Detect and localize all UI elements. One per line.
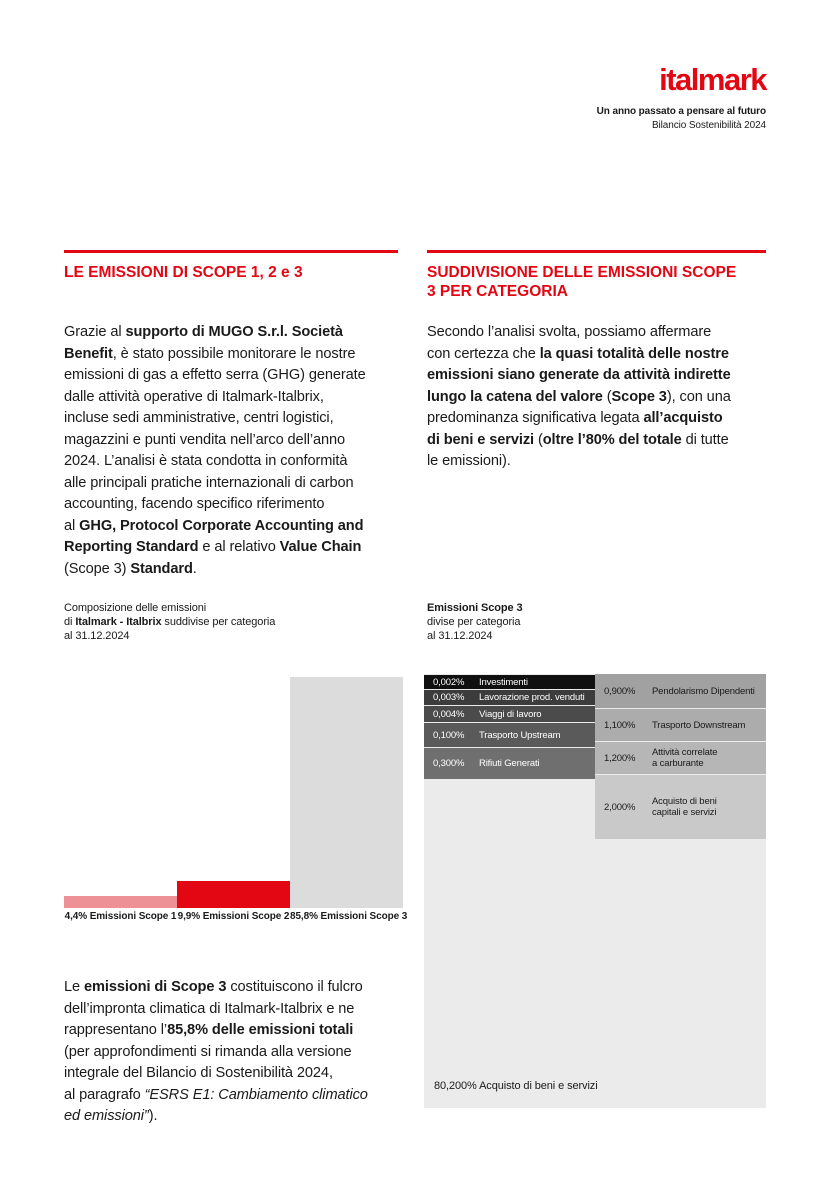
text-segment: LE EMISSIONI DI SCOPE 1, 2 e 3: [64, 264, 303, 281]
text-line: [64, 1020, 434, 1042]
bar-label-1: 4,4% Emissioni Scope 1: [64, 911, 177, 922]
text-segment: .: [192, 560, 197, 577]
text-segment: “ESRS E1: Cambiamento climatico: [144, 1086, 368, 1103]
text-segment: al: [64, 517, 80, 534]
text-segment: di beni e servizi: [427, 431, 534, 448]
text-line: [64, 537, 404, 559]
treemap-block: [424, 706, 595, 722]
text-line: [64, 408, 404, 430]
treemap-left-stack: [424, 675, 595, 780]
text-segment: supporto di MUGO S.r.l. Società: [125, 324, 343, 340]
text-line: [64, 1106, 434, 1128]
text-line: [64, 516, 404, 538]
text-line: [427, 615, 523, 629]
text-segment: Le: [64, 979, 84, 995]
treemap-block-value: 1,100%: [604, 719, 636, 731]
treemap-block-label: Trasporto Upstream: [479, 729, 561, 741]
text-line: [64, 473, 404, 495]
text-line: [64, 615, 275, 629]
text-line: [64, 999, 434, 1021]
bar-1: [64, 896, 177, 908]
text-line: [64, 387, 404, 409]
right-section-paragraph: [427, 322, 772, 473]
treemap-block-value: 0,003%: [433, 692, 465, 703]
text-segment: Scope 3: [611, 388, 667, 405]
text-line: [427, 451, 772, 473]
text-segment: Reporting Standard: [64, 539, 199, 555]
text-line: [427, 430, 772, 452]
text-line: [64, 451, 404, 473]
text-segment: Standard: [130, 560, 193, 577]
text-segment: oltre l’80% del totale: [542, 431, 682, 448]
text-segment: lungo la catena del valore: [427, 388, 603, 405]
text-segment: le emissioni).: [427, 453, 511, 469]
brand-tagline: Un anno passato a pensare al futuro: [596, 106, 766, 117]
treemap-block: [424, 690, 595, 705]
treemap-block-label: Pendolarismo Dipendenti: [652, 685, 755, 697]
treemap-block-label: Trasporto Downstream: [652, 719, 746, 731]
scope-bar-chart: [64, 677, 403, 908]
text-line: [64, 601, 275, 615]
text-line: [427, 282, 766, 301]
treemap-caption: [427, 601, 523, 643]
text-line: [64, 263, 398, 282]
text-segment: all’acquisto: [643, 410, 723, 426]
treemap-block-value: 1,200%: [604, 752, 636, 764]
text-line: [427, 344, 772, 366]
text-segment: 3 PER CATEGORIA: [427, 283, 568, 300]
text-segment: accounting, facendo specifico riferimento: [64, 496, 325, 512]
text-line: [64, 977, 434, 999]
text-segment: emissioni di Scope 3: [84, 979, 227, 995]
treemap-rest-label: 80,200% Acquisto di beni e servizi: [434, 1080, 598, 1092]
brand-block: [597, 64, 766, 131]
treemap-block: [595, 742, 766, 774]
text-line: [64, 494, 404, 516]
text-segment: Grazie al: [64, 324, 126, 340]
text-segment: divise per categoria: [427, 616, 521, 628]
left-section-heading: [64, 263, 398, 282]
bar-label-3: 85,8% Emissioni Scope 3: [290, 911, 408, 922]
text-segment: GHG, Protocol Corporate Accounting and: [79, 517, 364, 534]
text-line: [64, 559, 404, 581]
text-segment: e al relativo: [198, 539, 280, 555]
text-line: [64, 1085, 434, 1107]
text-segment: (per approfondimenti si rimanda alla versione: [64, 1043, 352, 1060]
text-segment: incluse sedi amministrative, centri logistici,: [64, 410, 334, 426]
text-segment: al 31.12.2024: [64, 630, 130, 642]
text-line: [427, 322, 772, 344]
treemap-block-value: 0,100%: [433, 729, 465, 741]
text-line: [64, 365, 404, 387]
text-segment: di tutte: [681, 431, 729, 448]
text-segment: rappresentano l’: [64, 1022, 168, 1038]
text-segment: 2024. L’analisi è stata condotta in conformità: [64, 453, 348, 469]
text-segment: alle principali pratiche internazionali di carbon: [64, 474, 354, 491]
treemap-block-value: 0,004%: [433, 708, 465, 720]
right-section-heading: [427, 263, 766, 301]
text-segment: 85,8% delle emissioni totali: [167, 1022, 354, 1038]
report-edition: Bilancio Sostenibilità 2024: [651, 120, 766, 131]
text-segment: Benefit: [64, 345, 113, 362]
text-segment: Emissioni Scope 3: [427, 602, 523, 614]
text-line: [64, 1042, 434, 1064]
text-segment: ).: [148, 1108, 158, 1124]
text-line: [64, 430, 404, 452]
text-segment: Value Chain: [279, 539, 362, 555]
treemap-block-value: 0,002%: [433, 676, 465, 688]
text-segment: suddivise per categoria: [161, 616, 276, 628]
text-line: [427, 263, 766, 282]
text-segment: di: [64, 616, 76, 628]
text-line: [427, 387, 772, 409]
text-segment: ed emissioni”: [64, 1108, 149, 1124]
text-segment: dalle attività operative di Italmark-Italbrix,: [64, 388, 324, 405]
text-line: [427, 601, 523, 615]
text-segment: Secondo l’analisi svolta, possiamo affermare: [427, 324, 712, 340]
text-segment: (: [533, 431, 543, 448]
treemap-block: [424, 748, 595, 779]
scope3-treemap: [424, 674, 766, 1108]
treemap-block-value: 0,900%: [604, 685, 636, 697]
bar-2: [177, 881, 290, 908]
text-segment: emissioni di gas a effetto serra (GHG) generate: [64, 367, 366, 383]
treemap-block: [595, 709, 766, 741]
text-line: [64, 344, 404, 366]
text-segment: magazzini e punti vendita nell’arco dell’anno: [64, 431, 346, 448]
bar-label-2: 9,9% Emissioni Scope 2: [177, 911, 290, 922]
closing-paragraph: [64, 977, 434, 1128]
treemap-block-value: 2,000%: [604, 801, 636, 813]
right-section-rule: [427, 250, 766, 253]
text-line: [64, 322, 404, 344]
text-segment: (Scope 3): [64, 560, 131, 577]
scope-bar-chart-labels: [64, 911, 408, 922]
text-segment: Composizione delle emissioni: [64, 602, 207, 614]
text-segment: Italmark - Italbrix: [75, 616, 162, 628]
left-section-rule: [64, 250, 398, 253]
text-segment: , è stato possibile monitorare le nostre: [112, 345, 356, 362]
text-line: [64, 629, 275, 643]
treemap-block-label: Rifiuti Generati: [479, 758, 540, 769]
brand-logo: italmark: [659, 62, 766, 97]
text-line: [427, 365, 772, 387]
bar-3: [290, 677, 403, 908]
text-segment: al paragrafo: [64, 1086, 145, 1103]
text-line: [427, 408, 772, 430]
text-segment: al 31.12.2024: [427, 630, 493, 642]
treemap-block-label: Viaggi di lavoro: [479, 708, 542, 720]
text-segment: integrale del Bilancio di Sostenibilità 2024,: [64, 1065, 333, 1081]
treemap-block-label: Lavorazione prod. venduti: [479, 692, 585, 703]
treemap-block: [595, 775, 766, 839]
treemap-block: [424, 675, 595, 689]
treemap-block-label: Investimenti: [479, 676, 528, 688]
text-line: [64, 1063, 434, 1085]
treemap-block-value: 0,300%: [433, 758, 465, 769]
treemap-right-stack: [595, 674, 766, 840]
text-segment: dell’impronta climatica di Italmark-Italbrix e ne: [64, 1000, 355, 1017]
text-segment: predominanza significativa legata: [427, 410, 644, 426]
treemap-block-label: Attività correlate a carburante: [652, 747, 718, 769]
text-segment: costituiscono il fulcro: [226, 979, 363, 995]
text-segment: con certezza che: [427, 345, 540, 362]
treemap-block-label: Acquisto di beni capitali e servizi: [652, 796, 717, 818]
treemap-block: [595, 674, 766, 708]
text-segment: la quasi totalità delle nostre: [539, 345, 729, 362]
treemap-block: [424, 723, 595, 747]
text-line: [427, 629, 523, 643]
bar-chart-caption: [64, 601, 275, 643]
text-segment: ), con una: [666, 388, 731, 405]
text-segment: SUDDIVISIONE DELLE EMISSIONI SCOPE: [427, 264, 737, 281]
text-segment: (: [602, 388, 612, 405]
text-segment: emissioni siano generate da attività indirette: [427, 367, 731, 383]
left-section-paragraph: [64, 322, 404, 580]
